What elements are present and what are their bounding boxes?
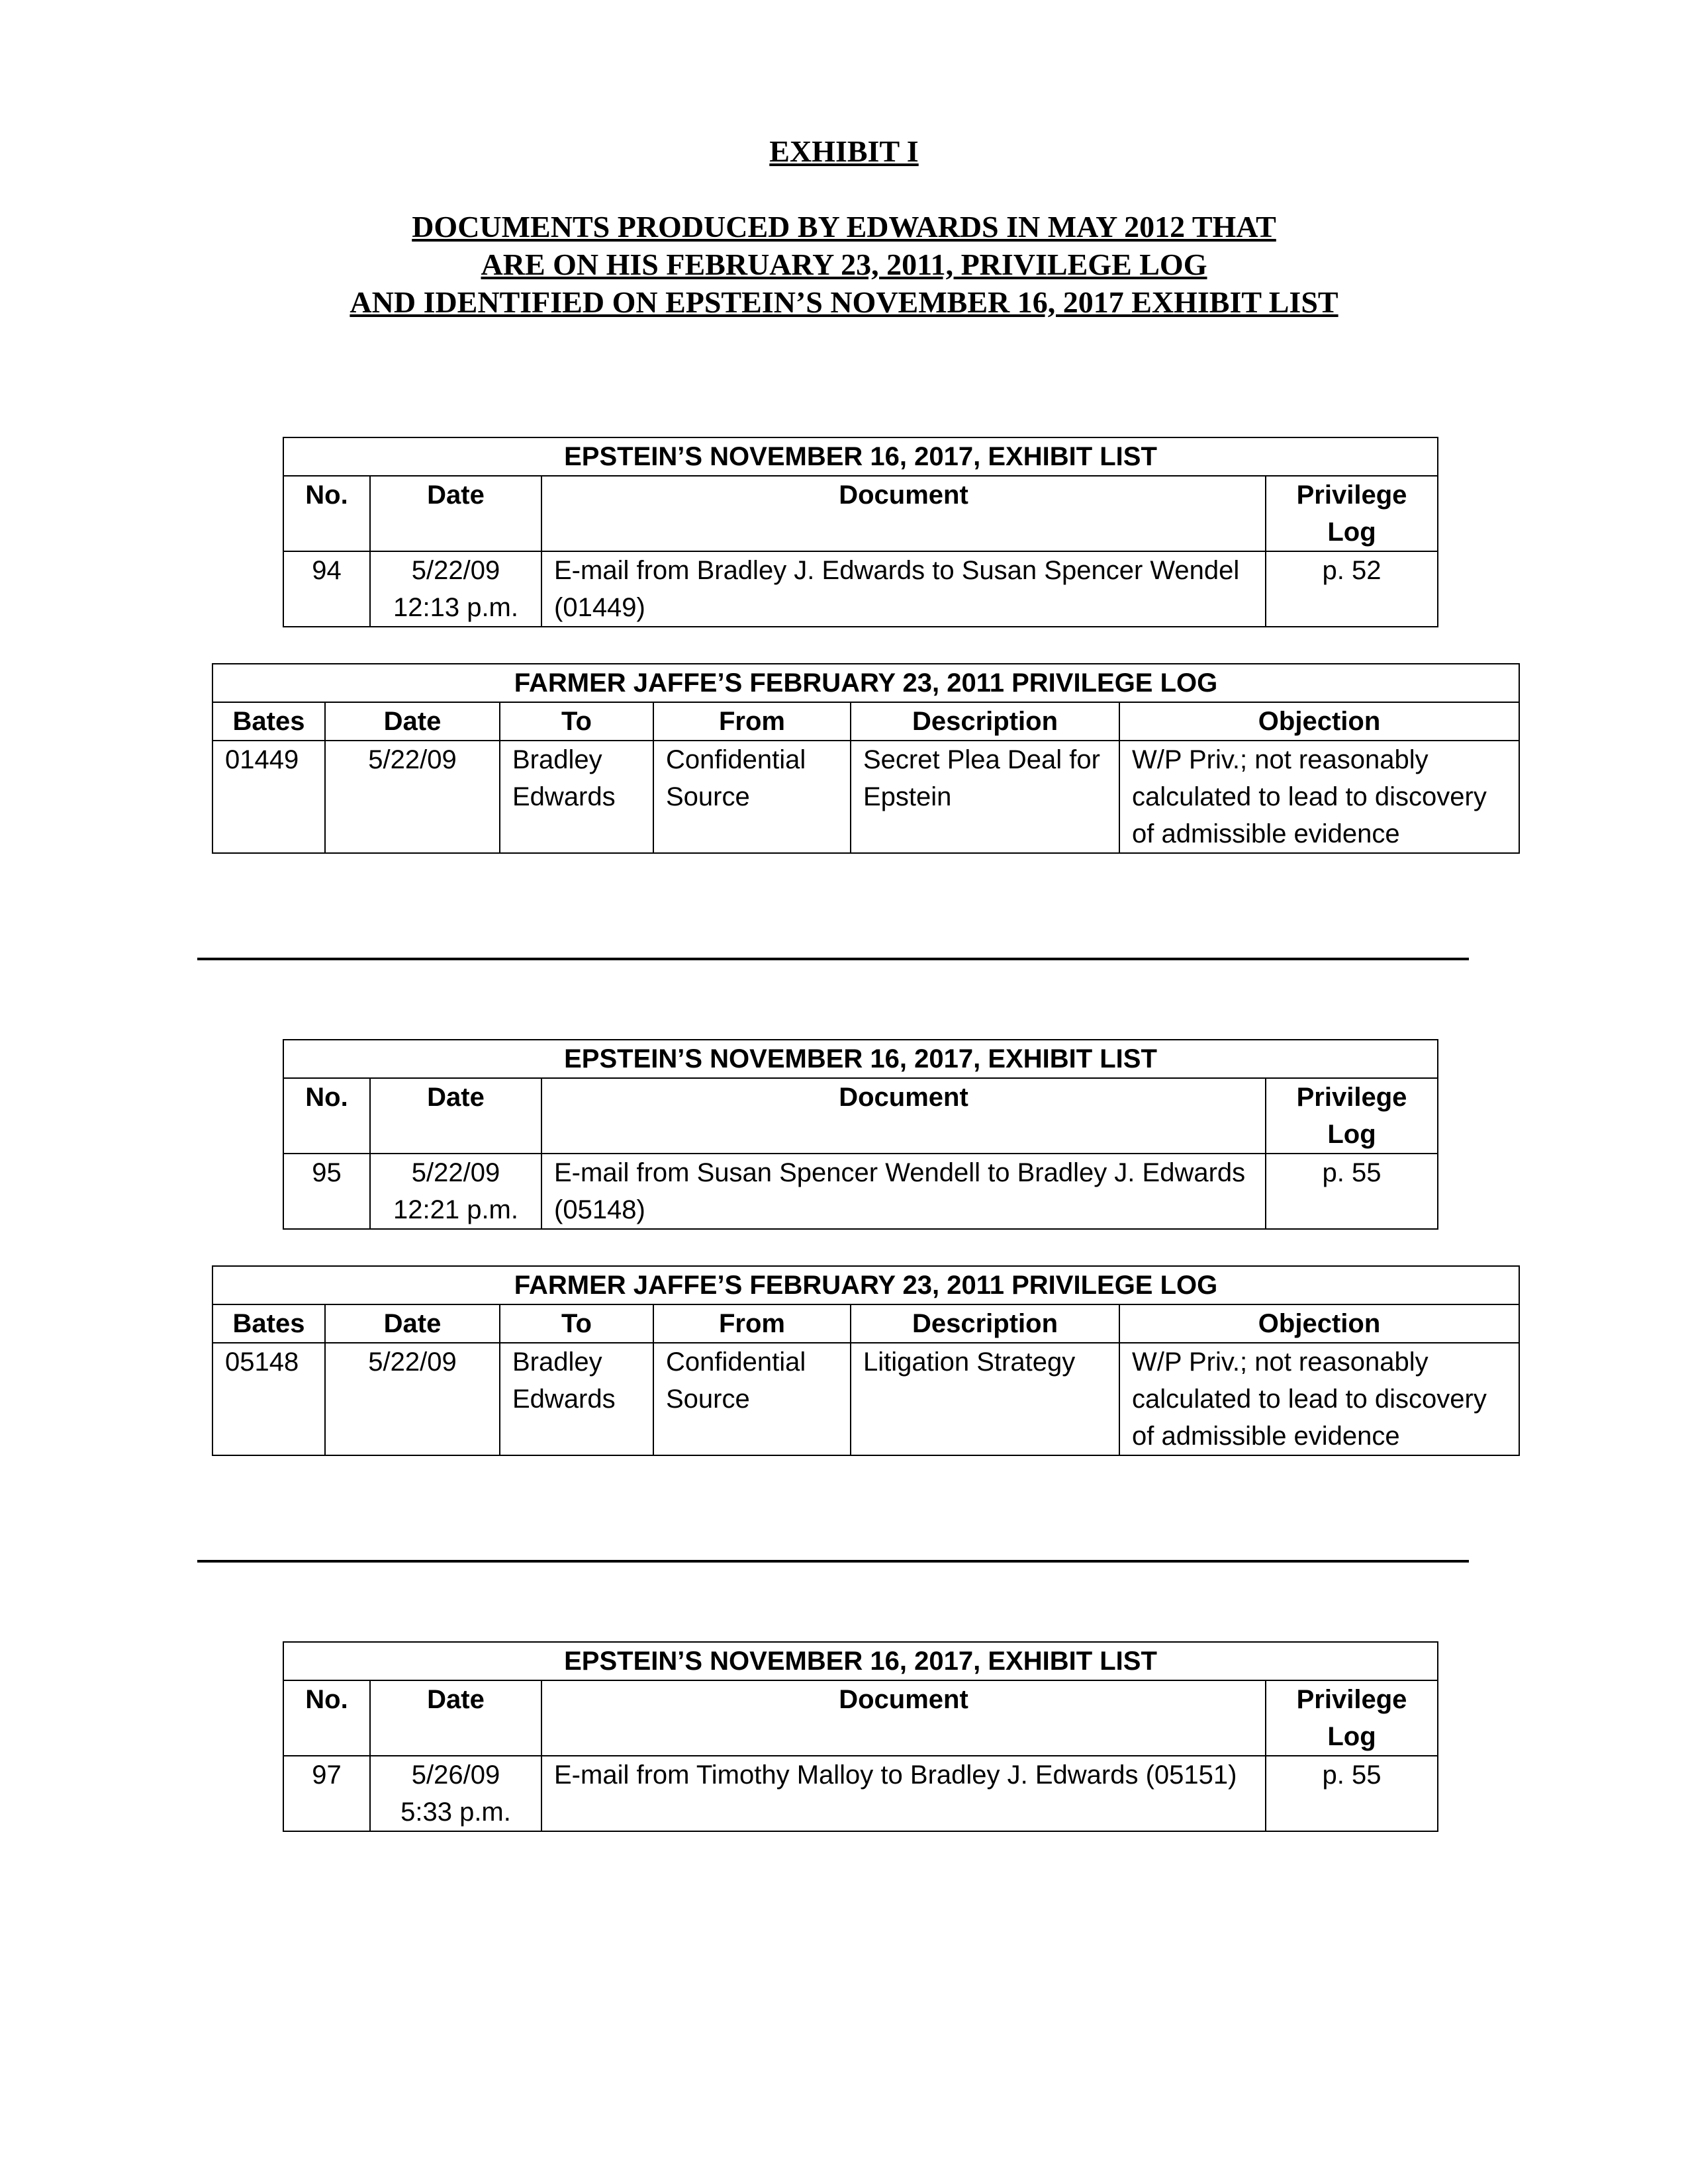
col-header-bates: Bates [212, 1304, 325, 1343]
col-header-document: Document [541, 1078, 1266, 1154]
exhibit-document: E-mail from Timothy Malloy to Bradley J. Edwards (05151) [541, 1756, 1266, 1831]
exhibit-title: EXHIBIT I [769, 134, 919, 168]
col-header-document: Document [541, 1680, 1266, 1756]
col-header-document: Document [541, 476, 1266, 551]
log-bates: 05148 [212, 1343, 325, 1455]
col-header-no: No. [283, 1680, 370, 1756]
log-from: Confidential Source [653, 741, 851, 853]
col-header-from: From [653, 702, 851, 741]
exhibit-no: 94 [283, 551, 370, 627]
col-header-no: No. [283, 476, 370, 551]
log-objection: W/P Priv.; not reasonably calculated to lead to discovery of admissible evidence [1119, 741, 1519, 853]
exhibit-date: 5/22/09 12:13 p.m. [370, 551, 541, 627]
exhibit-list-caption: EPSTEIN’S NOVEMBER 16, 2017, EXHIBIT LIST [283, 437, 1438, 476]
col-header-description: Description [851, 702, 1119, 741]
exhibit-list-caption: EPSTEIN’S NOVEMBER 16, 2017, EXHIBIT LIST [283, 1642, 1438, 1680]
document-heading [0, 208, 1688, 321]
exhibit-document: E-mail from Susan Spencer Wendell to Bradley J. Edwards (05148) [541, 1154, 1266, 1229]
log-to: Bradley Edwards [500, 741, 653, 853]
col-header-date: Date [370, 1680, 541, 1756]
col-header-no: No. [283, 1078, 370, 1154]
exhibit-no: 97 [283, 1756, 370, 1831]
col-header-privilege-log: Privilege Log [1266, 1078, 1438, 1154]
privilege-log-table [212, 1265, 1520, 1456]
exhibit-date: 5/22/09 12:21 p.m. [370, 1154, 541, 1229]
log-description: Secret Plea Deal for Epstein [851, 741, 1119, 853]
log-bates: 01449 [212, 741, 325, 853]
exhibit-no: 95 [283, 1154, 370, 1229]
col-header-privilege-log: Privilege Log [1266, 1680, 1438, 1756]
exhibit-list-table [283, 437, 1438, 627]
privilege-log-caption: FARMER JAFFE’S FEBRUARY 23, 2011 PRIVILEGE LOG [212, 664, 1519, 702]
log-description: Litigation Strategy [851, 1343, 1119, 1455]
col-header-from: From [653, 1304, 851, 1343]
log-to: Bradley Edwards [500, 1343, 653, 1455]
col-header-date: Date [325, 702, 500, 741]
col-header-date: Date [325, 1304, 500, 1343]
col-header-objection: Objection [1119, 1304, 1519, 1343]
exhibit-list-table [283, 1641, 1438, 1832]
heading-line-2: ARE ON HIS FEBRUARY 23, 2011, PRIVILEGE LOG [481, 248, 1207, 281]
exhibit-privilege-log: p. 52 [1266, 551, 1438, 627]
exhibit-date: 5/26/09 5:33 p.m. [370, 1756, 541, 1831]
exhibit-list-table [283, 1039, 1438, 1230]
col-header-description: Description [851, 1304, 1119, 1343]
table-row [283, 1756, 1438, 1831]
exhibit-privilege-log: p. 55 [1266, 1756, 1438, 1831]
table-row [283, 551, 1438, 627]
table-row [212, 1343, 1519, 1455]
exhibit-document: E-mail from Bradley J. Edwards to Susan Spencer Wendel (01449) [541, 551, 1266, 627]
privilege-log-caption: FARMER JAFFE’S FEBRUARY 23, 2011 PRIVILEGE LOG [212, 1266, 1519, 1304]
exhibit-privilege-log: p. 55 [1266, 1154, 1438, 1229]
privilege-log-table [212, 663, 1520, 854]
log-from: Confidential Source [653, 1343, 851, 1455]
heading-line-1: DOCUMENTS PRODUCED BY EDWARDS IN MAY 2012 THAT [412, 210, 1276, 244]
log-date: 5/22/09 [325, 1343, 500, 1455]
heading-line-3: AND IDENTIFIED ON EPSTEIN’S NOVEMBER 16, 2017 EXHIBIT LIST [350, 285, 1338, 319]
col-header-date: Date [370, 476, 541, 551]
section-divider [197, 1560, 1469, 1563]
col-header-objection: Objection [1119, 702, 1519, 741]
col-header-to: To [500, 1304, 653, 1343]
col-header-bates: Bates [212, 702, 325, 741]
col-header-date: Date [370, 1078, 541, 1154]
log-objection: W/P Priv.; not reasonably calculated to lead to discovery of admissible evidence [1119, 1343, 1519, 1455]
col-header-to: To [500, 702, 653, 741]
table-row [283, 1154, 1438, 1229]
exhibit-list-caption: EPSTEIN’S NOVEMBER 16, 2017, EXHIBIT LIST [283, 1040, 1438, 1078]
section-divider [197, 958, 1469, 960]
table-row [212, 741, 1519, 853]
col-header-privilege-log: Privilege Log [1266, 476, 1438, 551]
log-date: 5/22/09 [325, 741, 500, 853]
